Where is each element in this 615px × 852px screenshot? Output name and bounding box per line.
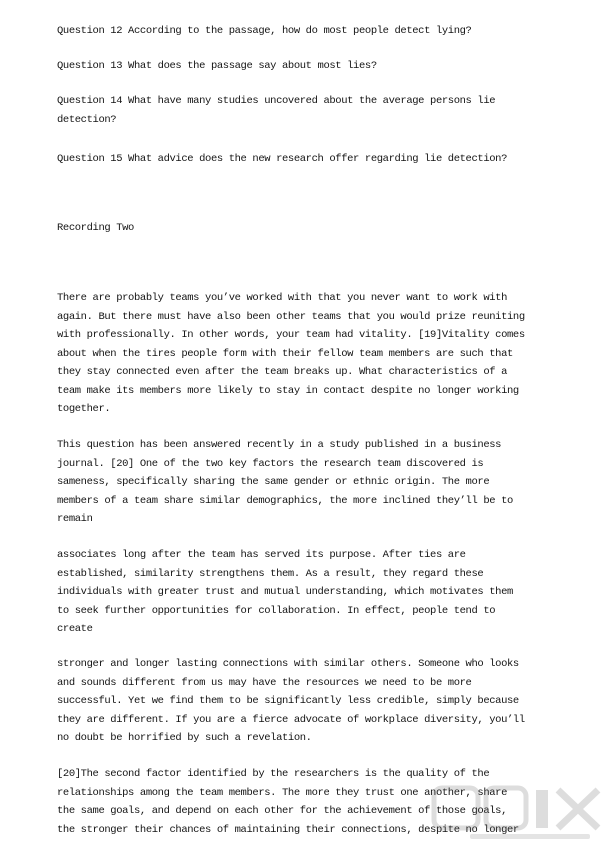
text-line: again. But there must have also been other teams that you would prize reuniting	[57, 310, 525, 323]
paragraph-2	[57, 436, 607, 529]
text-line: together.	[57, 403, 111, 415]
text-line: stronger and longer lasting connections with similar others. Someone who looks	[57, 658, 519, 670]
text-line: about when the tires people form with their fellow team members are such that	[57, 347, 513, 360]
question-line: Question 12 According to the passage, how do most people detect lying?	[57, 25, 472, 37]
section-heading	[57, 219, 607, 238]
question-14	[57, 92, 607, 129]
question-12	[57, 22, 607, 41]
text-line: associates long after the team has served its purpose. After ties are	[57, 549, 466, 561]
paragraph-3	[57, 546, 607, 639]
text-line: [20]The second factor identified by the researchers is the quality of the	[57, 768, 490, 780]
question-15	[57, 150, 607, 169]
text-line: successful. Yet we find them to be significantly less credible, simply because	[57, 695, 519, 707]
text-line: to seek further opportunities for collaboration. In effect, people tend to	[57, 604, 496, 617]
text-line: This question has been answered recently in a study published in a business	[57, 439, 502, 451]
question-line: Question 13 What does the passage say about most lies?	[57, 60, 377, 72]
text-line: the same goals, and depend on each other for the achievement of those goals,	[57, 805, 507, 817]
question-line: detection?	[57, 113, 117, 126]
text-line: members of a team share similar demographics, the more inclined they’ll be to	[57, 494, 513, 507]
paragraph-4	[57, 655, 607, 748]
text-line: There are probably teams you’ve worked with that you never want to work with	[57, 292, 507, 304]
text-line: sameness, specifically sharing the same gender or ethnic origin. The more	[57, 476, 490, 488]
text-line: no doubt be horrified by such a revelation.	[57, 732, 312, 744]
text-line: and sounds different from us may have the resources we need to be more	[57, 676, 472, 689]
text-line: with professionally. In other words, your team had vitality. [19]Vitality comes	[57, 329, 525, 341]
question-13	[57, 57, 607, 76]
text-line: established, similarity strengthens them. As a result, they regard these	[57, 567, 484, 580]
section-heading-text: Recording Two	[57, 222, 134, 234]
text-line: journal. [20] One of the two key factors the research team discovered is	[57, 457, 484, 470]
question-line: Question 15 What advice does the new research offer regarding lie detection?	[57, 153, 507, 165]
text-line: the stronger their chances of maintaining their connections, despite no longer	[57, 823, 519, 836]
paragraph-5	[57, 765, 607, 839]
text-line: remain	[57, 513, 93, 525]
text-line: relationships among the team members. The more they trust one another, share	[57, 786, 507, 799]
text-line: they stay connected even after the team breaks up. What characteristics of a	[57, 366, 507, 378]
text-line: they are different. If you are a fierce advocate of workplace diversity, you’ll	[57, 713, 525, 726]
paragraph-1	[57, 289, 607, 419]
text-line: individuals with greater trust and mutual understanding, which motivates them	[57, 586, 513, 598]
text-line: team make its members more likely to stay in contact despite no longer working	[57, 384, 519, 397]
text-line: create	[57, 623, 93, 635]
question-line: Question 14 What have many studies uncovered about the average persons lie	[57, 95, 496, 107]
